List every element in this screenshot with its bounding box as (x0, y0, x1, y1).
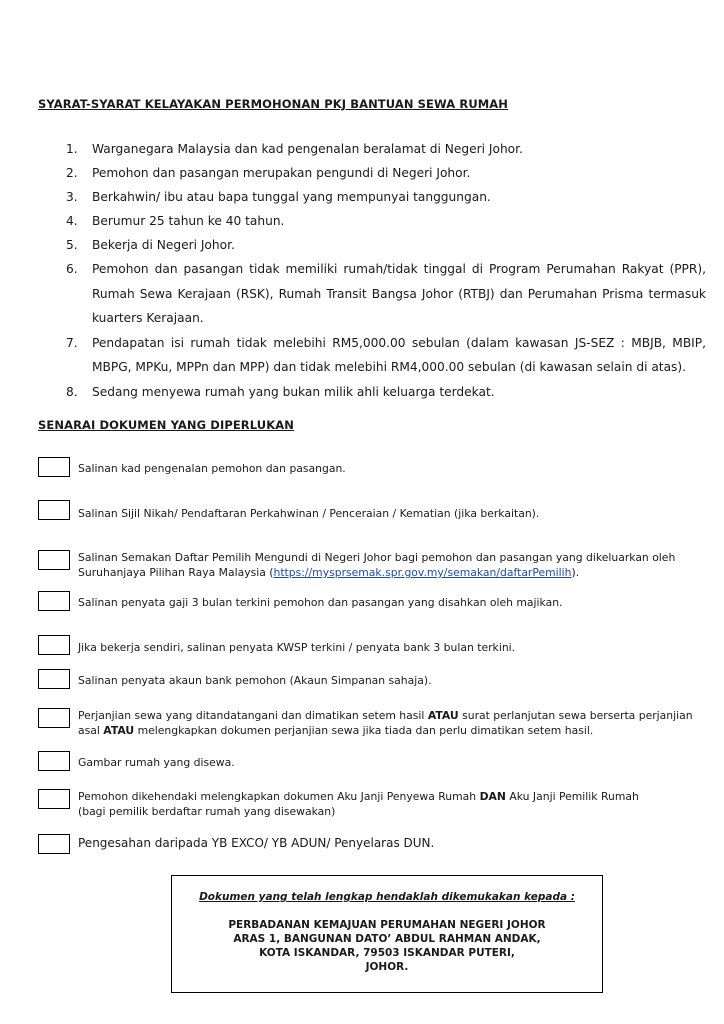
document-text: Gambar rumah yang disewa. (78, 756, 235, 769)
item-text: Sedang menyewa rumah yang bukan milik ahli keluarga terdekat. (92, 384, 495, 399)
emphasis-text: ATAU (427, 709, 459, 722)
document-text-part: melengkapkan dokumen perjanjian sewa jika tiada dan perlu dimatikan setem hasil. (134, 724, 594, 737)
document-text-part: (bagi pemilik berdaftar rumah yang disewakan) (78, 805, 336, 818)
emphasis-text: DAN (479, 790, 506, 803)
list-item (66, 233, 706, 257)
checkbox[interactable] (38, 550, 70, 570)
eligibility-heading: SYARAT-SYARAT KELAYAKAN PERMOHONAN PKJ BANTUAN SEWA RUMAH (38, 97, 509, 111)
address-line: PERBADANAN KEMAJUAN PERUMAHAN NEGERI JOHOR (228, 919, 546, 931)
item-text: Berkahwin/ ibu atau bapa tunggal yang mempunyai tanggungan. (92, 190, 491, 204)
checkbox[interactable] (38, 635, 70, 655)
checkbox[interactable] (38, 591, 70, 611)
document-text-part: Perjanjian sewa yang ditandatangani dan dimatikan setem hasil (78, 709, 428, 722)
checkbox[interactable] (38, 457, 70, 477)
document-text (78, 789, 698, 819)
item-number: 2. (66, 166, 78, 180)
list-item (66, 209, 706, 233)
item-number: 7. (66, 335, 78, 350)
checkbox[interactable] (38, 669, 70, 689)
document-text: Pengesahan daripada YB EXCO/ YB ADUN/ Penyelaras DUN. (78, 836, 435, 850)
document-text (78, 550, 698, 580)
list-item (66, 257, 706, 331)
address-line: JOHOR. (365, 961, 409, 973)
document-text: Salinan penyata akaun bank pemohon (Akaun Simpanan sahaja). (78, 674, 432, 687)
document-text: Jika bekerja sendiri, salinan penyata KWSP terkini / penyata bank 3 bulan terkini. (78, 641, 516, 654)
documents-heading: SENARAI DOKUMEN YANG DIPERLUKAN (38, 418, 294, 432)
item-number: 1. (66, 142, 78, 156)
document-text-part: surat perlanjutan sewa berserta perjanjian asal (78, 709, 693, 737)
item-number: 6. (66, 262, 78, 276)
item-text: Warganegara Malaysia dan kad pengenalan beralamat di Negeri Johor. (92, 142, 523, 156)
item-text: Berumur 25 tahun ke 40 tahun. (92, 214, 285, 228)
list-item (66, 161, 706, 185)
document-text: Salinan penyata gaji 3 bulan terkini pemohon dan pasangan yang disahkan oleh majikan. (78, 596, 563, 609)
document-text-part: Salinan Semakan Daftar Pemilih Mengundi di Negeri Johor bagi pemohon dan pasangan yang dikeluarkan oleh Suruhanjaya Pilihan Raya Malaysia ( (78, 551, 676, 579)
item-number: 4. (66, 214, 78, 228)
address-line: KOTA ISKANDAR, 79503 ISKANDAR PUTERI, (259, 947, 515, 959)
checkbox[interactable] (38, 500, 70, 520)
item-text: Pemohon dan pasangan tidak memiliki rumah/tidak tinggal di Program Perumahan Rakyat (PPR), Rumah Sewa Kerajaan (RSK), Rumah Transit Bangsa Johor (RTBJ) dan Perumahan Prisma termasuk kuarters Kerajaan. (92, 262, 706, 325)
document-text-part: ). (571, 566, 580, 579)
item-text: Pemohon dan pasangan merupakan pengundi di Negeri Johor. (92, 166, 471, 180)
item-text: Pendapatan isi rumah tidak melebihi RM5,000.00 sebulan (dalam kawasan JS-SEZ : MBJB, MBIP, MBPG, MPKu, MPPn dan MPP) dan tidak melebihi RM4,000.00 sebulan (di kawasan selain di atas). (92, 335, 706, 374)
item-text: Bekerja di Negeri Johor. (92, 238, 235, 252)
checkbox[interactable] (38, 751, 70, 771)
document-text (78, 708, 698, 738)
list-item (66, 137, 706, 161)
address-line: ARAS 1, BANGUNAN DATO’ ABDUL RAHMAN ANDAK, (233, 933, 541, 945)
item-number: 5. (66, 238, 78, 252)
document-text: Salinan Sijil Nikah/ Pendaftaran Perkahwinan / Penceraian / Kematian (jika berkaitan). (78, 507, 540, 520)
document-text: Salinan kad pengenalan pemohon dan pasangan. (78, 462, 346, 475)
item-number: 8. (66, 384, 78, 399)
checkbox[interactable] (38, 789, 70, 809)
submission-address-box (171, 875, 603, 993)
checkbox[interactable] (38, 834, 70, 854)
spr-check-link[interactable]: https://mysprsemak.spr.gov.my/semakan/daftarPemilih (273, 566, 572, 579)
document-text-part: Aku Janji Pemilik Rumah (505, 790, 639, 803)
submission-address (172, 918, 602, 974)
list-item (66, 331, 706, 380)
emphasis-text: ATAU (103, 724, 135, 737)
eligibility-list (66, 137, 706, 404)
list-item (66, 185, 706, 209)
document-text-part: Pemohon dikehendaki melengkapkan dokumen Aku Janji Penyewa Rumah (78, 790, 480, 803)
item-number: 3. (66, 190, 78, 204)
checkbox[interactable] (38, 708, 70, 728)
list-item (66, 380, 706, 404)
submission-intro: Dokumen yang telah lengkap hendaklah dikemukakan kepada : (199, 891, 575, 903)
